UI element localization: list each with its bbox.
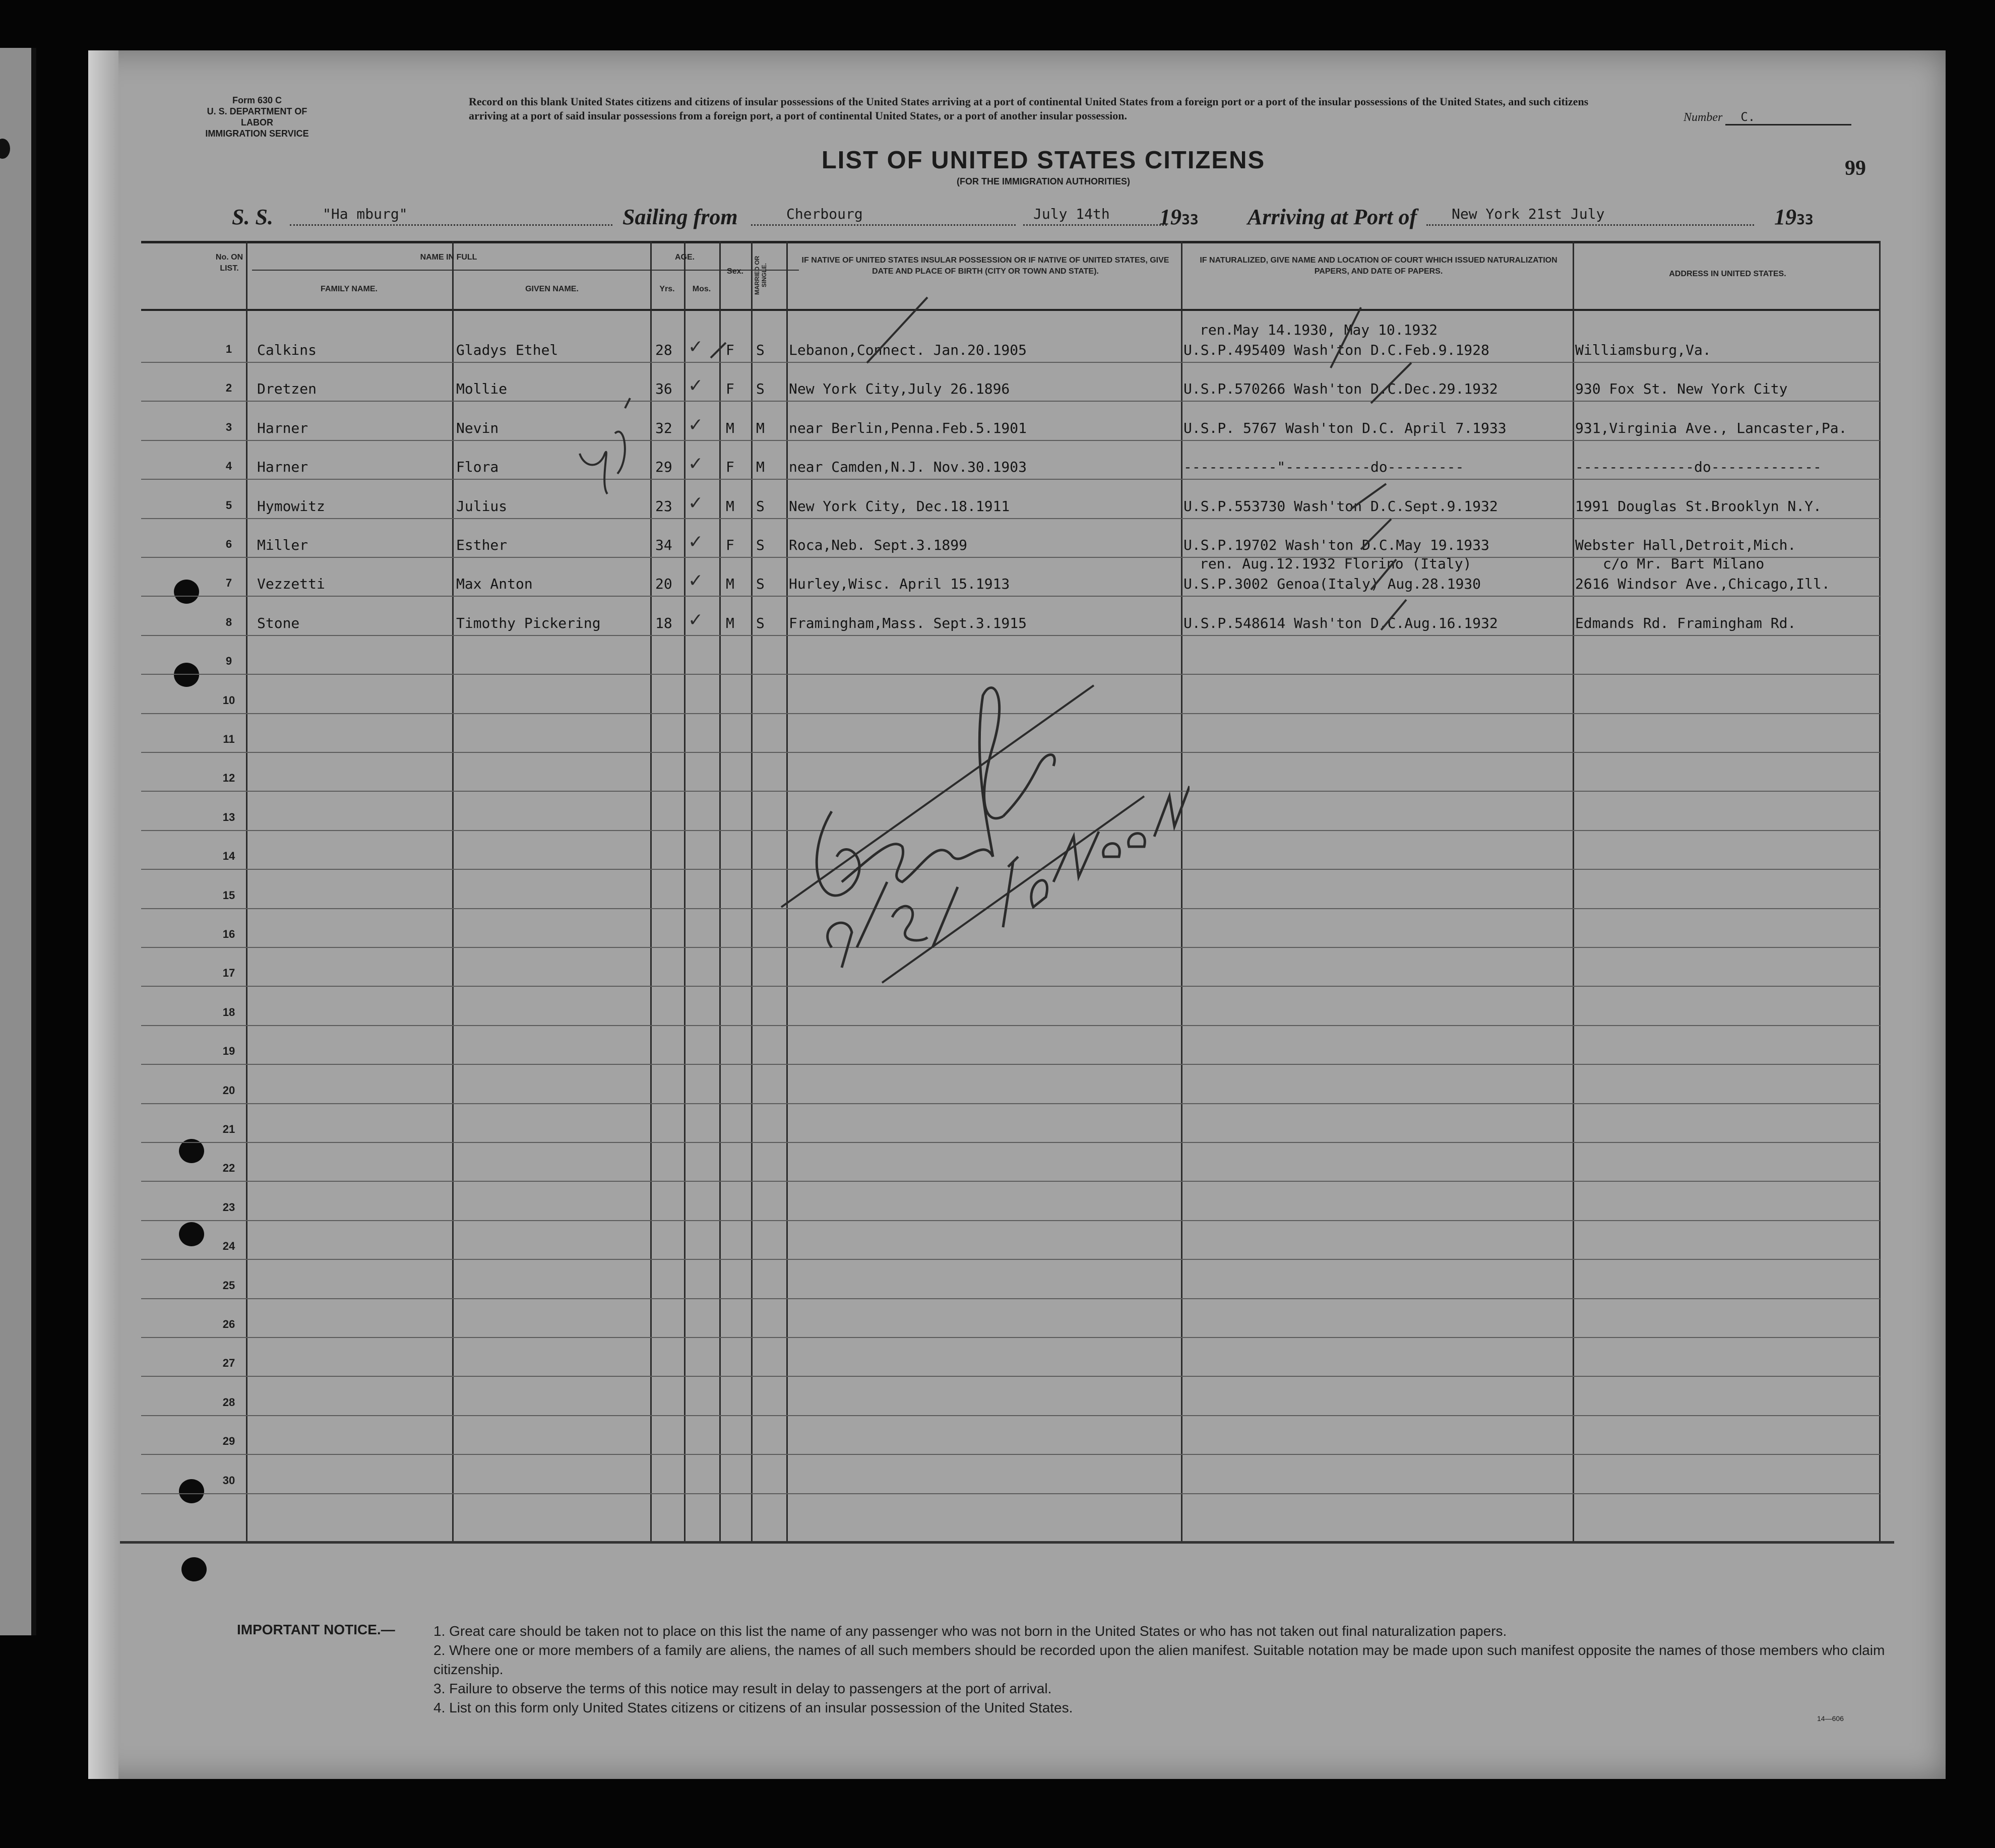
cell-family: Calkins [257, 342, 317, 358]
header-age: AGE. [674, 253, 695, 262]
service: IMMIGRATION SERVICE [205, 129, 309, 139]
cell-address: 930 Fox St. New York City [1575, 380, 1788, 398]
page-number: 99 [1845, 157, 1866, 180]
check-mark: ✓ [688, 454, 704, 475]
port-to: New York 21st July [1452, 206, 1605, 222]
year-1 [1159, 204, 1199, 230]
row-number: 4 [225, 460, 232, 473]
cell-nat: U.S.P.3002 Genoa(Italy) Aug.28.1930 [1183, 576, 1481, 593]
row-number: 22 [222, 1162, 235, 1175]
col-line [650, 241, 652, 1541]
name-subheader-rule [252, 270, 799, 271]
page-subtitle: (FOR THE IMMIGRATION AUTHORITIES) [957, 176, 1130, 186]
cell-yrs: 36 [655, 380, 672, 398]
row-number: 24 [222, 1240, 235, 1253]
check-mark: ✓ [688, 414, 704, 435]
cell-sex: F [726, 342, 734, 358]
row-number: 10 [222, 693, 235, 707]
header-naturalized: IF NATURALIZED, GIVE NAME AND LOCATION OF COURT WHICH ISSUED NATURALIZATION PAPERS, AND DATE OF PAPERS. [1200, 256, 1557, 276]
cell-sex: F [726, 459, 734, 476]
handwritten-initials [570, 393, 635, 509]
table-top-rule [141, 241, 1880, 243]
row-number: 14 [222, 850, 235, 863]
cell-yrs: 29 [655, 459, 672, 476]
number-value: C. [1725, 110, 1851, 125]
cell-birth: near Berlin,Penna.Feb.5.1901 [789, 419, 1027, 436]
cell-given: Mollie [456, 380, 508, 398]
col-line [452, 241, 454, 1541]
handwritten-signature [771, 645, 1190, 998]
cell-marital: S [756, 576, 765, 593]
check-mark: ✓ [688, 532, 704, 552]
cell-marital: M [756, 419, 765, 436]
cell-nat: U.S.P.19702 Wash'ton D.C.May 19.1933 [1183, 537, 1489, 553]
row-number: 9 [225, 655, 232, 668]
header-yrs: Yrs. [659, 285, 675, 293]
cell-address-careof: c/o Mr. Bart Milano [1603, 555, 1765, 572]
cell-yrs: 20 [655, 576, 672, 593]
col-line [684, 241, 685, 1541]
row-rule [141, 1220, 1880, 1221]
notice-item-2: 2. Where one or more members of a family are aliens, the names of all such members should be recorded upon the alien manifest. Suitable notation may be made upon such manifest opposite the names of those members who claim citizenship. [433, 1642, 1885, 1677]
cell-family: Vezzetti [257, 576, 325, 593]
cell-sex: M [726, 576, 734, 593]
form-identifier [197, 95, 318, 139]
adjacent-page-strip [0, 48, 36, 1635]
number-label: Number [1684, 111, 1723, 124]
row-number: 26 [222, 1318, 235, 1330]
cell-yrs: 18 [655, 614, 672, 631]
row-number: 30 [222, 1474, 235, 1487]
cell-family: Harner [257, 459, 308, 476]
header-mos: Mos. [692, 285, 711, 293]
row-rule [141, 1376, 1880, 1377]
cell-nat-renewal: ren.May 14.1930, May 10.1932 [1200, 322, 1438, 338]
row-number: 1 [225, 343, 232, 355]
notice-item-1: 1. Great care should be taken not to place on this list the name of any passenger who was not born in the United States or who has not taken out final naturalization papers. [433, 1623, 1507, 1639]
cell-marital: S [756, 497, 765, 515]
notice-item-4: 4. List on this form only United States citizens or citizens of an insular possession of the United States. [433, 1700, 1073, 1715]
check-mark: ✓ [688, 570, 704, 592]
cell-family: Harner [257, 419, 308, 436]
row-number: 23 [222, 1200, 235, 1214]
cell-address: 931,Virginia Ave., Lancaster,Pa. [1575, 419, 1847, 436]
cell-given: Esther [456, 537, 508, 553]
row-number: 16 [222, 928, 235, 940]
ship-underline [290, 224, 612, 226]
row-rule [141, 1181, 1880, 1182]
cell-birth: Hurley,Wisc. April 15.1913 [789, 576, 1010, 593]
cell-yrs: 28 [655, 342, 672, 358]
cell-sex: F [726, 537, 734, 553]
row-number: 3 [225, 420, 232, 433]
cell-birth: Roca,Neb. Sept.3.1899 [789, 537, 968, 553]
row-number: 21 [222, 1123, 235, 1135]
cell-marital: S [756, 380, 765, 398]
cell-given: Nevin [456, 419, 499, 436]
arriving-label: Arriving at Port of [1248, 205, 1417, 229]
cell-address: --------------do------------- [1575, 459, 1822, 476]
cell-given: Julius [456, 497, 508, 515]
cell-marital: S [756, 537, 765, 553]
page-title: LIST OF UNITED STATES CITIZENS [821, 147, 1266, 174]
cell-nat: U.S.P. 5767 Wash'ton D.C. April 7.1933 [1183, 419, 1507, 436]
cell-birth: Framingham,Mass. Sept.3.1915 [789, 614, 1027, 631]
row-number: 19 [222, 1045, 235, 1058]
row-rule [141, 1415, 1880, 1416]
year-prefix-2: 19 [1774, 205, 1796, 229]
header-address: ADDRESS IN UNITED STATES. [1669, 270, 1786, 278]
row-number: 15 [222, 888, 235, 902]
cell-nat: U.S.P.553730 Wash'ton D.C.Sept.9.1932 [1183, 497, 1498, 515]
row-number: 7 [225, 577, 232, 590]
cell-yrs: 32 [655, 419, 672, 436]
header-no: No. ON LIST. [215, 253, 243, 273]
header-married: MARRIED OR SINGLE. [754, 256, 768, 295]
row-number: 11 [223, 733, 235, 745]
cell-address: Williamsburg,Va. [1575, 342, 1711, 358]
cell-family: Miller [257, 537, 308, 553]
cell-nat: U.S.P.570266 Wash'ton D.C.Dec.29.1932 [1183, 380, 1498, 398]
sailing-label: Sailing from [622, 205, 738, 229]
row-number: 6 [225, 538, 232, 550]
port-from: Cherbourg [786, 206, 863, 222]
notice-title: IMPORTANT NOTICE.— [237, 1622, 395, 1637]
check-mark: ✓ [688, 337, 704, 357]
col-line [1879, 241, 1881, 1541]
cell-birth: near Camden,N.J. Nov.30.1903 [789, 459, 1027, 476]
row-rule [141, 1298, 1880, 1299]
row-number: 25 [222, 1279, 235, 1292]
year-suffix-2: 33 [1796, 211, 1814, 228]
row-rule [141, 1337, 1880, 1338]
cell-birth: Lebanon,Connect. Jan.20.1905 [789, 342, 1027, 358]
header-instructions: Record on this blank United States citizens and citizens of insular possessions of the United States arriving at a port of continental United States from a foreign port or a port of the insular possessions of the United States, and such citizens arriving at a port of said insular possessions from a foreign port, a port of continental United States, or a port of another insular possession. [469, 95, 1589, 122]
cell-nat-renewal: ren. Aug.12.1932 Florino (Italy) [1200, 555, 1472, 572]
row-number: 2 [225, 381, 232, 395]
cell-address: 2616 Windsor Ave.,Chicago,Ill. [1575, 576, 1830, 593]
cell-sex: M [726, 419, 734, 436]
check-mark: ✓ [688, 492, 704, 514]
row-number: 20 [222, 1084, 235, 1097]
cell-address: Edmands Rd. Framingham Rd. [1575, 614, 1796, 631]
year-2 [1774, 204, 1814, 230]
cell-family: Dretzen [257, 380, 317, 398]
cell-given: Flora [456, 459, 499, 476]
cell-family: Hymowitz [257, 497, 325, 515]
cell-yrs: 34 [655, 537, 672, 553]
department: U. S. DEPARTMENT OF LABOR [207, 106, 307, 128]
header-native: IF NATIVE OF UNITED STATES INSULAR POSSESSION OR IF NATIVE OF UNITED STATES, GIVE DATE AND PLACE OF BIRTH (CITY OR TOWN AND STATE). [801, 256, 1169, 276]
ss-label: S. S. [232, 205, 273, 229]
tick-marks [696, 287, 1714, 640]
cell-sex: M [726, 614, 734, 631]
col-line [246, 241, 247, 1541]
cell-marital: S [756, 342, 765, 358]
ship-name: "Ha mburg" [323, 206, 408, 222]
cell-nat: U.S.P.548614 Wash'ton D.C.Aug.16.1932 [1183, 614, 1498, 631]
cell-nat: U.S.P.495409 Wash'ton D.C.Feb.9.1928 [1183, 342, 1489, 358]
port-from-underline [751, 224, 1016, 226]
list-number [1684, 110, 1851, 125]
cell-given: Timothy Pickering [456, 614, 601, 631]
row-number: 17 [222, 967, 235, 980]
binder-hole [181, 1557, 207, 1581]
notice-item-3: 3. Failure to observe the terms of this notice may result in delay to passengers at the port of arrival. [433, 1681, 1052, 1696]
header-name-in-full: NAME IN FULL [420, 253, 477, 262]
year-suffix-1: 33 [1181, 211, 1199, 228]
row-rule [141, 1064, 1880, 1065]
sailing-date: July 14th [1033, 206, 1110, 222]
form-number: Form 630 C [232, 95, 282, 105]
cell-birth: New York City, Dec.18.1911 [789, 497, 1010, 515]
binder-hole [0, 139, 10, 159]
cell-birth: New York City,July 26.1896 [789, 380, 1010, 398]
header-family-name: FAMILY NAME. [321, 285, 378, 293]
row-number: 29 [222, 1435, 235, 1448]
header-given-name: GIVEN NAME. [525, 285, 579, 293]
row-rule [141, 1454, 1880, 1455]
row-rule [141, 1493, 1880, 1494]
row-number: 12 [222, 772, 235, 785]
cell-sex: M [726, 497, 734, 515]
row-rule [141, 1142, 1880, 1143]
row-number: 13 [222, 810, 235, 823]
cell-address: Webster Hall,Detroit,Mich. [1575, 537, 1796, 553]
year-prefix-1: 19 [1159, 205, 1181, 229]
check-mark: ✓ [688, 609, 704, 630]
header-sex: Sex. [727, 267, 743, 276]
row-number: 28 [222, 1395, 235, 1409]
cell-yrs: 23 [655, 497, 672, 515]
cell-given: Gladys Ethel [456, 342, 558, 358]
cell-sex: F [726, 380, 734, 398]
port-to-underline [1426, 224, 1754, 226]
cell-marital: M [756, 459, 765, 476]
row-number: 18 [222, 1005, 235, 1018]
row-rule [141, 1025, 1880, 1026]
torn-edge [88, 50, 118, 1779]
row-number: 5 [225, 498, 232, 512]
row-number: 27 [222, 1357, 235, 1370]
row-number: 8 [225, 615, 232, 628]
cell-family: Stone [257, 614, 300, 631]
row-rule [141, 1103, 1880, 1104]
check-mark: ✓ [688, 375, 704, 397]
cell-marital: S [756, 614, 765, 631]
footer-rule [120, 1541, 1894, 1544]
cell-given: Max Anton [456, 576, 533, 593]
row-rule [141, 1259, 1880, 1260]
cell-nat: -----------"----------do--------- [1183, 459, 1464, 476]
date-underline [1023, 224, 1167, 226]
cell-address: 1991 Douglas St.Brooklyn N.Y. [1575, 497, 1822, 515]
form-code: 14—606 [1817, 1714, 1844, 1723]
